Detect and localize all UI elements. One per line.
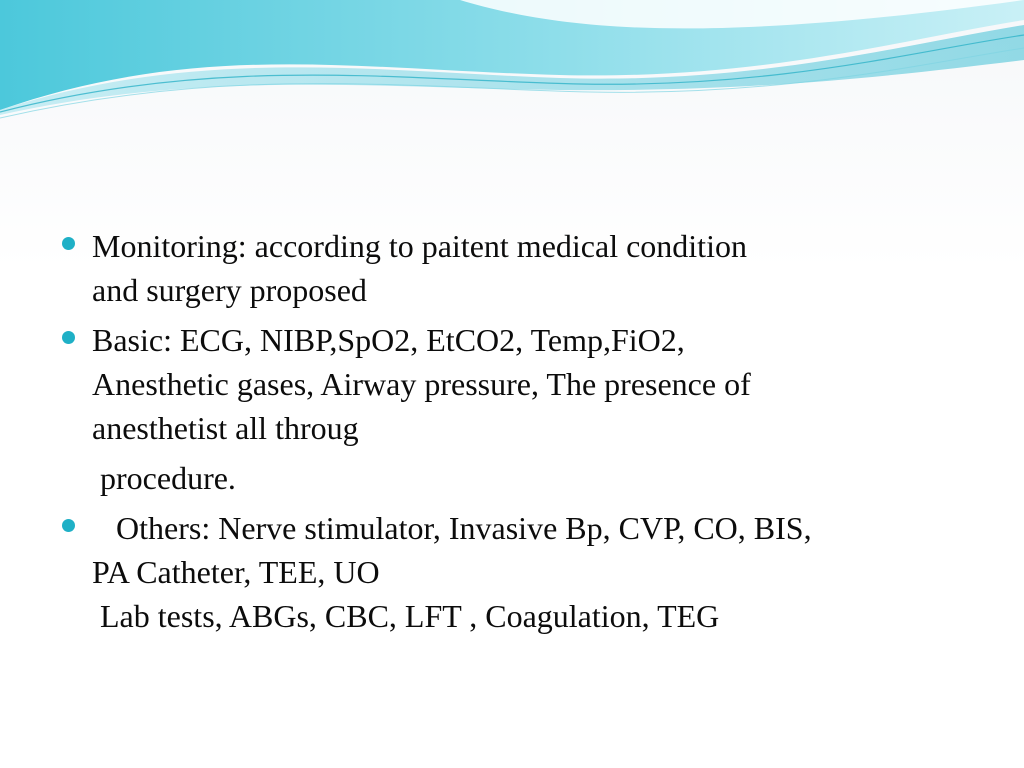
continuation-text: [62, 456, 962, 500]
bullet-line: Others: Nerve stimulator, Invasive Bp, CVP, CO, BIS,: [92, 510, 812, 546]
bullet-line: anesthetist all throug: [92, 410, 359, 446]
bullet-item-others: [62, 506, 962, 638]
bullet-dot-icon: [62, 331, 75, 344]
bullet-line: Basic: ECG, NIBP,SpO2, EtCO2, Temp,FiO2,: [92, 322, 685, 358]
bullet-item-monitoring: [62, 224, 962, 312]
bullet-line: Anesthetic gases, Airway pressure, The presence of: [92, 366, 751, 402]
bullet-line: Lab tests, ABGs, CBC, LFT , Coagulation, TEG: [92, 598, 720, 634]
bullet-dot-icon: [62, 519, 75, 532]
bullet-list: [62, 224, 962, 644]
continuation-line: procedure.: [92, 460, 236, 496]
bullet-item-basic: [62, 318, 962, 450]
bullet-line: Monitoring: according to paitent medical condition: [92, 228, 747, 264]
header-wave-decoration: [0, 0, 1024, 130]
bullet-line: PA Catheter, TEE, UO: [92, 554, 380, 590]
bullet-line: and surgery proposed: [92, 272, 367, 308]
bullet-dot-icon: [62, 237, 75, 250]
